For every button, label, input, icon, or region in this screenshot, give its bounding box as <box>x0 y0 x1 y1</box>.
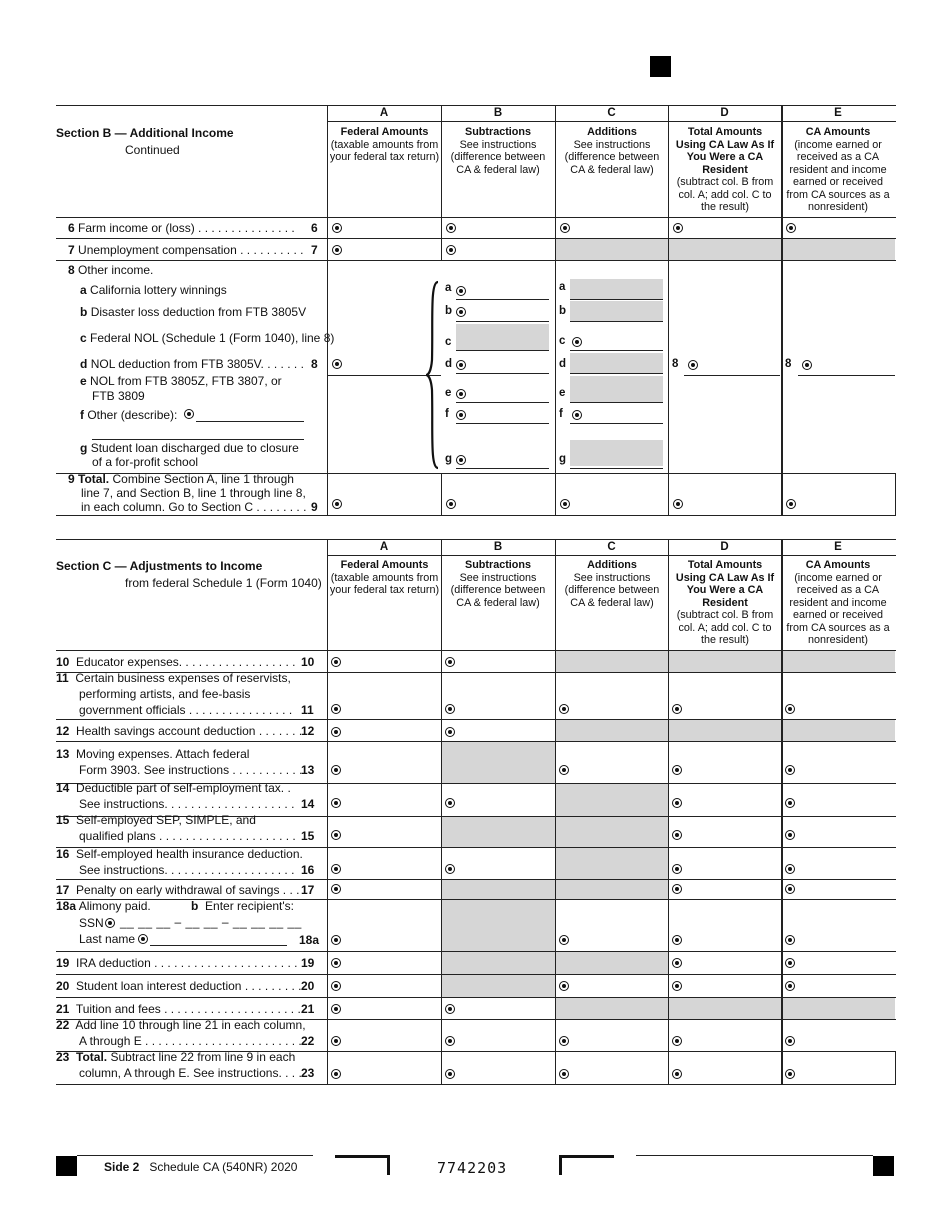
line-22-b-field[interactable] <box>445 1036 455 1046</box>
line-13-e-field[interactable] <box>785 765 795 775</box>
line-9-label: 9 Total. Combine Section A, line 1 through <box>68 472 294 486</box>
line-12-b-field[interactable] <box>445 727 455 737</box>
col-letter-d: D <box>720 107 729 119</box>
line-8a-b-field[interactable] <box>456 286 466 296</box>
c-col-letter-d: D <box>720 541 729 553</box>
line-23-label-2: column, A through E. See instructions. . . . <box>79 1066 302 1080</box>
line-9-b-field[interactable] <box>446 499 456 509</box>
line-23-e-field[interactable] <box>785 1069 795 1079</box>
section-b-subtitle: Continued <box>125 143 180 157</box>
line-20-label: 20 Student loan interest deduction . . . . . . . . . <box>56 979 302 993</box>
line-21-label: 21 Tuition and fees . . . . . . . . . . . . . . . . . . . . . <box>56 1002 301 1016</box>
c-sub-f: f <box>559 408 563 420</box>
line-11-e-field[interactable] <box>785 704 795 714</box>
col-letter-e: E <box>834 107 842 119</box>
c-sub-d: d <box>559 358 567 370</box>
line-10-b-field[interactable] <box>445 657 455 667</box>
line-6-e-field[interactable] <box>786 223 796 233</box>
line-23-a-field[interactable] <box>331 1069 341 1079</box>
line-14-e-field[interactable] <box>785 798 795 808</box>
line-23-ref: 23 <box>301 1066 315 1080</box>
b-sub-a: a <box>445 282 452 294</box>
line-8b-b-field[interactable] <box>456 307 466 317</box>
b-sub-f: f <box>445 408 449 420</box>
line-8c-c-field[interactable] <box>572 337 582 347</box>
line-16-label: 16 Self-employed health insurance deduction. <box>56 847 303 861</box>
line-6-label: 6 Farm income or (loss) . . . . . . . . . . . . . . . <box>68 221 295 235</box>
section-c-subtitle: from federal Schedule 1 (Form 1040) <box>125 576 322 590</box>
line-16-e-field[interactable] <box>785 864 795 874</box>
col-letter-a: A <box>379 107 389 119</box>
last-name-label: Last name <box>79 932 136 946</box>
line-7-label: 7 Unemployment compensation . . . . . . . . . . <box>68 243 304 257</box>
col-header-b: Subtractions See instructions (difference between CA & federal law) <box>450 126 546 176</box>
line-6-b-field[interactable] <box>446 223 456 233</box>
line-13-a-field[interactable] <box>331 765 341 775</box>
registration-mark <box>650 56 671 77</box>
line-8d-ref: 8 <box>311 357 318 371</box>
c-col-header-d: Total Amounts Using CA Law As If You Were a CA Resident (subtract col. B from col. A; add col. C to the result) <box>675 559 775 646</box>
b-sub-g: g <box>445 453 453 465</box>
c-col-header-b: Subtractions See instructions (difference between CA & federal law) <box>450 559 546 609</box>
line-14-b-field[interactable] <box>445 798 455 808</box>
line-19-e-field[interactable] <box>785 958 795 968</box>
line-8d-label: d NOL deduction from FTB 3805V. . . . . . . <box>80 357 304 371</box>
line-11-b-field[interactable] <box>445 704 455 714</box>
line-13-label: 13 Moving expenses. Attach federal <box>56 747 250 761</box>
line-8g-label: g Student loan discharged due to closure <box>80 441 299 455</box>
line-17-d-field[interactable] <box>672 884 682 894</box>
c-col-header-e: CA Amounts (income earned or received as a CA resident and income earned or received from CA sources as a nonresident) <box>786 559 890 646</box>
line-20-c-field[interactable] <box>559 981 569 991</box>
b-sub-d: d <box>445 358 453 370</box>
line-11-a-field[interactable] <box>331 704 341 714</box>
line-14-label: 14 Deductible part of self-employment tax. . <box>56 781 291 795</box>
line-9-label-2: line 7, and Section B, line 1 through line 8, <box>81 486 306 500</box>
line-21-b-field[interactable] <box>445 1004 455 1014</box>
line-20-a-field[interactable] <box>331 981 341 991</box>
footer-bracket-right <box>559 1155 614 1175</box>
line-15-d-field[interactable] <box>672 830 682 840</box>
col-header-a: Federal Amounts (taxable amounts from your federal tax return) <box>329 126 440 163</box>
footer-mark-right <box>873 1156 894 1176</box>
line-9-c-field[interactable] <box>560 499 570 509</box>
line-12-label: 12 Health savings account deduction . . . . . . . <box>56 724 303 738</box>
line-22-e-field[interactable] <box>785 1036 795 1046</box>
line-15-a-field[interactable] <box>331 830 341 840</box>
line-8-label: 8 Other income. <box>68 263 154 277</box>
line-8d-b-field[interactable] <box>456 360 466 370</box>
line-22-c-field[interactable] <box>559 1036 569 1046</box>
line-8g-b-field[interactable] <box>456 455 466 465</box>
b-sub-c: c <box>445 336 452 348</box>
line-13-ref: 13 <box>301 763 315 777</box>
line-22-ref: 22 <box>301 1034 315 1048</box>
line-11-label-2: performing artists, and fee-basis <box>79 687 251 701</box>
line-8e-b-field[interactable] <box>456 389 466 399</box>
line-11-ref: 11 <box>301 703 314 717</box>
col-header-e: CA Amounts (income earned or received as a CA resident and income earned or received from CA sources as a nonresident) <box>786 126 890 213</box>
line-14-ref: 14 <box>301 797 315 811</box>
line-8-d-ref: 8 <box>672 358 679 370</box>
brace-icon <box>425 280 441 470</box>
line-9-a-field[interactable] <box>332 499 342 509</box>
line-8-e-field[interactable] <box>802 360 812 370</box>
line-6-a-field[interactable] <box>332 223 342 233</box>
line-11-c-field[interactable] <box>559 704 569 714</box>
c-col-letter-e: E <box>834 541 842 553</box>
line-16-a-field[interactable] <box>331 864 341 874</box>
ssn-mask: __ __ __ – __ __ – __ __ __ __ <box>120 915 302 929</box>
c-sub-e: e <box>559 387 566 399</box>
line-8f-label: f Other (describe): <box>80 408 178 422</box>
line-23-d-field[interactable] <box>672 1069 682 1079</box>
line-8b-label: b Disaster loss deduction from FTB 3805V <box>80 305 307 319</box>
line-10-ref: 10 <box>301 655 315 669</box>
line-16-d-field[interactable] <box>672 864 682 874</box>
col-letter-b: B <box>493 107 503 119</box>
last-name-field[interactable] <box>138 934 148 944</box>
line-16-b-field[interactable] <box>445 864 455 874</box>
line-17-e-field[interactable] <box>785 884 795 894</box>
footer-mark-left <box>56 1156 77 1176</box>
line-21-ref: 21 <box>301 1002 315 1016</box>
line-13-label-2: Form 3903. See instructions . . . . . . . . . . . <box>79 763 303 777</box>
line-11-label: 11 Certain business expenses of reservists, <box>56 671 291 685</box>
line-6-ref: 6 <box>311 221 318 235</box>
line-7-b-field[interactable] <box>446 245 456 255</box>
footer-bracket-left <box>335 1155 390 1175</box>
line-22-a-field[interactable] <box>331 1036 341 1046</box>
line-8e-label-2: FTB 3809 <box>92 389 145 403</box>
section-b-title: Section B — Additional Income <box>56 126 234 140</box>
line-19-ref: 19 <box>301 956 315 970</box>
col-header-d: Total Amounts Using CA Law As If You Were a CA Resident (subtract col. B from col. A; add col. C to the result) <box>675 126 775 213</box>
line-15-e-field[interactable] <box>785 830 795 840</box>
col-header-c: Additions See instructions (difference between CA & federal law) <box>564 126 660 176</box>
line-18a-e-field[interactable] <box>785 935 795 945</box>
line-8f-c-field[interactable] <box>572 410 582 420</box>
line-6-d-field[interactable] <box>673 223 683 233</box>
c-col-header-c: Additions See instructions (difference between CA & federal law) <box>564 559 660 609</box>
b-sub-e: e <box>445 387 452 399</box>
line-23-c-field[interactable] <box>559 1069 569 1079</box>
c-sub-b: b <box>559 305 567 317</box>
line-8-e-ref: 8 <box>785 358 792 370</box>
line-17-a-field[interactable] <box>331 884 341 894</box>
line-12-a-field[interactable] <box>331 727 341 737</box>
line-13-c-field[interactable] <box>559 765 569 775</box>
line-22-d-field[interactable] <box>672 1036 682 1046</box>
ssn-field[interactable] <box>105 918 115 928</box>
line-8-d-field[interactable] <box>688 360 698 370</box>
c-col-letter-b: B <box>493 541 503 553</box>
line-8f-b-field[interactable] <box>456 410 466 420</box>
line-18a-ref: 18a <box>299 933 320 947</box>
line-6-c-field[interactable] <box>560 223 570 233</box>
line-17-ref: 17 <box>301 883 315 897</box>
line-15-label-2: qualified plans . . . . . . . . . . . . . . . . . . . . . <box>79 829 296 843</box>
line-14-a-field[interactable] <box>331 798 341 808</box>
line-19-a-field[interactable] <box>331 958 341 968</box>
line-11-label-3: government officials . . . . . . . . . . . . . . . . <box>79 703 293 717</box>
col-letter-c: C <box>607 107 616 119</box>
line-23-label: 23 Total. Subtract line 22 from line 9 in each <box>56 1050 296 1064</box>
c-sub-c: c <box>559 335 566 347</box>
line-7-a-field[interactable] <box>332 245 342 255</box>
line-21-a-field[interactable] <box>331 1004 341 1014</box>
line-9-label-3: in each column. Go to Section C . . . . . . . . <box>81 500 307 514</box>
line-13-d-field[interactable] <box>672 765 682 775</box>
line-18a-a-field[interactable] <box>331 935 341 945</box>
line-19-d-field[interactable] <box>672 958 682 968</box>
line-10-a-field[interactable] <box>331 657 341 667</box>
line-16-label-2: See instructions. . . . . . . . . . . . . . . . . . . . <box>79 863 295 877</box>
line-8-a-field[interactable] <box>332 359 342 369</box>
line-14-label-2: See instructions. . . . . . . . . . . . . . . . . . . . <box>79 797 295 811</box>
line-8f-describe-field[interactable] <box>184 409 194 419</box>
line-9-e-field[interactable] <box>786 499 796 509</box>
footer-form-id: Side 2 Schedule CA (540NR) 2020 <box>104 1160 298 1174</box>
line-8c-label: c Federal NOL (Schedule 1 (Form 1040), line 8) <box>80 331 335 345</box>
line-16-ref: 16 <box>301 863 315 877</box>
line-8g-label-2: of a for-profit school <box>92 455 199 469</box>
line-18a-d-field[interactable] <box>672 935 682 945</box>
line-20-d-field[interactable] <box>672 981 682 991</box>
c-col-letter-c: C <box>607 541 616 553</box>
line-10-label: 10 Educator expenses. . . . . . . . . . . . . . . . . . <box>56 655 296 669</box>
footer-code: 7742203 <box>437 1159 508 1177</box>
line-20-ref: 20 <box>301 979 315 993</box>
b-sub-b: b <box>445 305 453 317</box>
line-23-b-field[interactable] <box>445 1069 455 1079</box>
section-c-title: Section C — Adjustments to Income <box>56 559 263 573</box>
line-20-e-field[interactable] <box>785 981 795 991</box>
line-12-ref: 12 <box>301 724 315 738</box>
line-17-label: 17 Penalty on early withdrawal of savings . . . <box>56 883 300 897</box>
line-22-label-2: A through E . . . . . . . . . . . . . . . . . . . . . . . . <box>79 1034 302 1048</box>
line-15-ref: 15 <box>301 829 315 843</box>
line-8e-label: e NOL from FTB 3805Z, FTB 3807, or <box>80 374 282 388</box>
line-14-d-field[interactable] <box>672 798 682 808</box>
line-8a-label: a California lottery winnings <box>80 283 227 297</box>
c-col-header-a: Federal Amounts (taxable amounts from your federal tax return) <box>329 559 440 596</box>
line-22-label: 22 Add line 10 through line 21 in each column, <box>56 1018 306 1032</box>
line-15-label: 15 Self-employed SEP, SIMPLE, and <box>56 813 256 827</box>
c-sub-g: g <box>559 453 567 465</box>
line-9-ref: 9 <box>311 500 318 514</box>
ssn-label: SSN <box>79 916 104 930</box>
line-19-label: 19 IRA deduction . . . . . . . . . . . . . . . . . . . . . . <box>56 956 298 970</box>
line-7-ref: 7 <box>311 243 318 257</box>
line-18a-label: 18a Alimony paid. <box>56 899 151 913</box>
line-11-d-field[interactable] <box>672 704 682 714</box>
line-18a-c-field[interactable] <box>559 935 569 945</box>
line-18b-label: b Enter recipient's: <box>191 899 295 913</box>
c-sub-a: a <box>559 281 566 293</box>
c-col-letter-a: A <box>379 541 389 553</box>
line-9-d-field[interactable] <box>673 499 683 509</box>
